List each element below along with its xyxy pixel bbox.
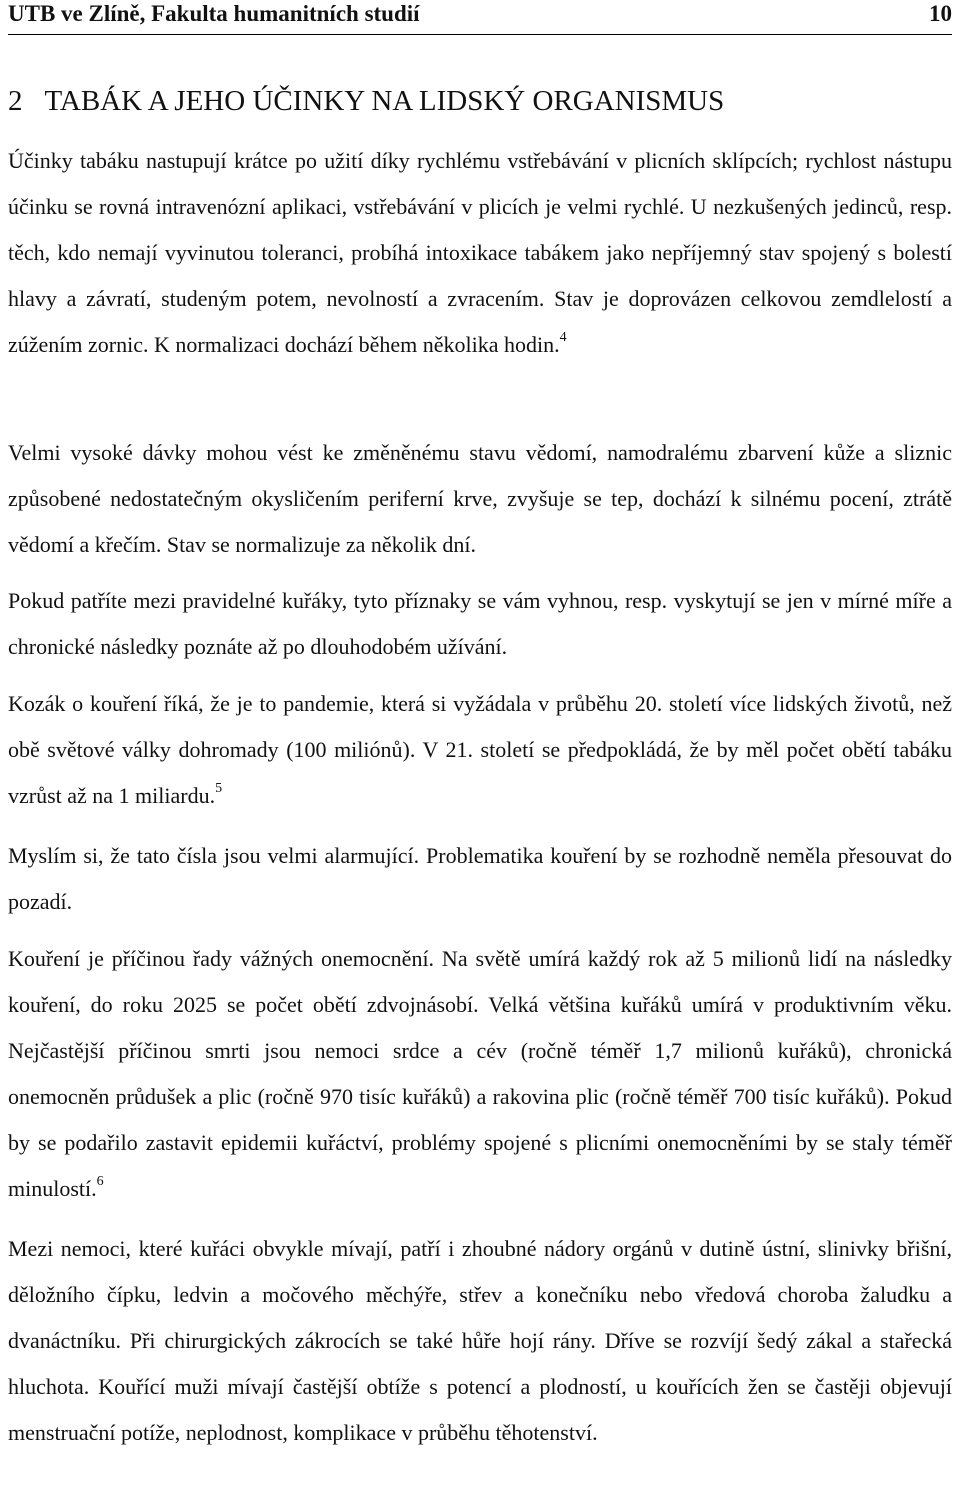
paragraph-text: Pokud patříte mezi pravidelné kuřáky, tyto příznaky se vám vyhnou, resp. vyskytují se jen v mírné míře a chronické následky poznáte až po dlouhodobém užívání.	[8, 588, 952, 659]
paragraph-text: Myslím si, že tato čísla jsou velmi alarmující. Problematika kouření by se rozhodně neměla přesouvat do pozadí.	[8, 843, 952, 914]
chapter-title: TABÁK A JEHO ÚČINKY NA LIDSKÝ ORGANISMUS	[44, 85, 725, 117]
paragraph-text: Velmi vysoké dávky mohou vést ke změněnému stavu vědomí, namodralému zbarvení kůže a sliznic způsobené nedostatečným okysličením periferní krve, zvyšuje se tep, dochází k silnému pocení, ztrátě vědomí a křečím. Stav se normalizuje za několik dní.	[8, 440, 952, 557]
paragraph-text: Kouření je příčinou řady vážných onemocnění. Na světě umírá každý rok až 5 milionů lidí na následky kouření, do roku 2025 se počet obětí zdvojnásobí. Velká většina kuřáků umírá v produktivním věku. Nejčastější příčinou smrti jsou nemoci srdce a cév (ročně téměř 1,7 milionů kuřáků), chronická onemocněn průdušek a plic (ročně 970 tisíc kuřáků) a rakovina plic (ročně téměř 700 tisíc kuřáků). Pokud by se podařilo zastavit epidemii kuřáctví, problémy spojené s plicními onemocněními by se staly téměř minulostí.	[8, 946, 952, 1201]
footnote-ref: 4	[559, 329, 567, 345]
paragraph-2	[8, 430, 952, 568]
paragraph-5	[8, 833, 952, 925]
footnote-ref: 6	[96, 1173, 104, 1189]
paragraph-text: Mezi nemoci, které kuřáci obvykle mívají, patří i zhoubné nádory orgánů v dutině ústní, slinivky břišní, děložního čípku, ledvin a močového měchýře, střev a konečníku nebo vředová choroba žaludku a dvanáctníku. Při chirurgických zákrocích se také hůře hojí rány. Dříve se rozvíjí šedý zákal a stařecká hluchota. Kouřící muži mívají častější obtíže s potencí a plodností, u kouřících žen se častěji objevují menstruační potíže, neplodnost, komplikace v průběhu těhotenství.	[8, 1236, 952, 1445]
chapter-number: 2	[8, 85, 23, 117]
header-title: UTB ve Zlíně, Fakulta humanitních studií	[8, 1, 420, 26]
paragraph-3	[8, 578, 952, 670]
paragraph-6	[8, 936, 952, 1212]
paragraph-text: Kozák o kouření říká, že je to pandemie, která si vyžádala v průběhu 20. století více lidských životů, než obě světové války dohromady (100 miliónů). V 21. století se předpokládá, že by měl počet obětí tabáku vzrůst až na 1 miliardu.	[8, 691, 952, 808]
running-header	[8, 0, 952, 31]
paragraph-1	[8, 138, 952, 368]
paragraph-7	[8, 1226, 952, 1456]
paragraph-4	[8, 681, 952, 819]
header-divider	[8, 34, 952, 35]
footnote-ref: 5	[215, 780, 223, 796]
chapter-heading	[8, 84, 952, 118]
paragraph-text: Účinky tabáku nastupují krátce po užití díky rychlému vstřebávání v plicních sklípcích; rychlost nástupu účinku se rovná intravenózní aplikaci, vstřebávání v plicích je velmi rychlé. U nezkušených jedinců, resp. těch, kdo nemají vyvinutou toleranci, probíhá intoxikace tabákem jako nepříjemný stav spojený s bolestí hlavy a závratí, studeným potem, nevolností a zvracením. Stav je doprovázen celkovou zemdlelostí a zúžením zornic. K normalizaci dochází během několika hodin.	[8, 148, 952, 357]
page-number: 10	[929, 1, 952, 26]
